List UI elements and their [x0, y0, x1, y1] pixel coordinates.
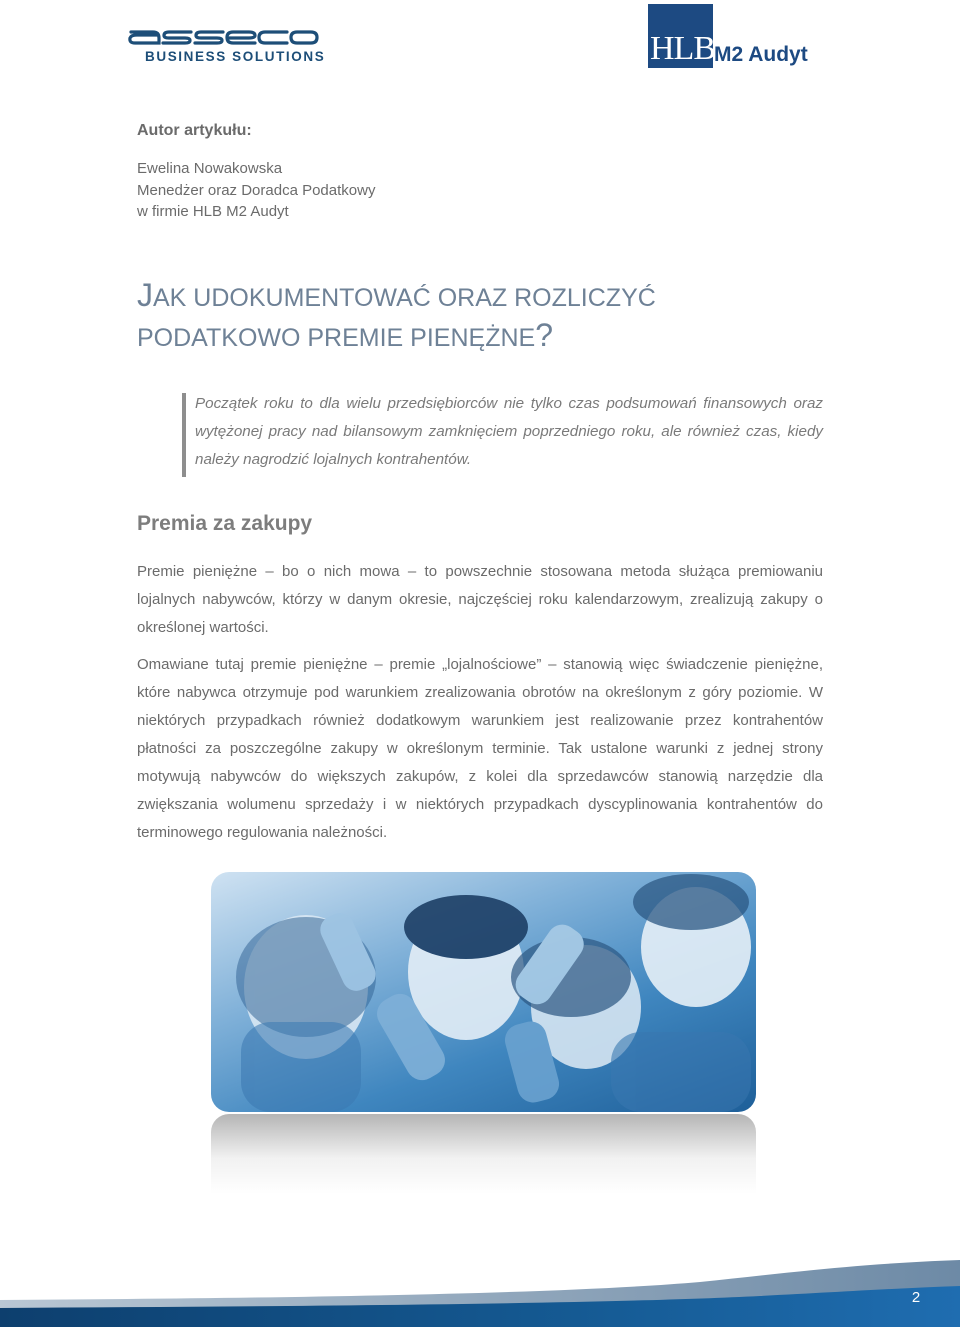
photo-illustration: [211, 872, 756, 1112]
author-role: Menedżer oraz Doradca Podatkowy: [137, 182, 376, 199]
lead-quote: Początek roku to dla wielu przedsiębiorców nie tylko czas podsumowań finansowych oraz wytężonej pracy nad bilansowym zamknięciem poprzedniego roku, ale również czas, kiedy należy nagrodzić lojalnych kontrahentów.: [195, 395, 823, 468]
asseco-wordmark: [127, 26, 319, 48]
author-heading: Autor artykułu:: [137, 122, 252, 139]
title-line-1-text: AK UDOKUMENTOWAĆ ORAZ ROZLICZYĆ: [153, 284, 656, 312]
article-title: [137, 277, 837, 357]
paragraph-2: Omawiane tutaj premie pieniężne – premie „lojalnościowe” – stanowią więc świadczenie pieniężne, które nabywca otrzymuje pod warunkiem zrealizowania obrotów na określonym z góry poziomie. W niektórych przypadkach również dodatkowym warunkiem jest realizowanie przez kontrahentów płatności za poszczególne zakupy w określonym terminie. Tak ustalone warunki z jednej strony motywują nabywców do większych zakupów, z kolei dla sprzedawców stanowią narzędzie dla zwiększania wolumenu sprzedaży i w niektórych przypadkach dyscyplinowania kontrahentów do terminowego regulowania należności.: [137, 656, 823, 841]
hlb-logo-mark: HLB: [650, 30, 715, 67]
page-number: 2: [911, 1289, 921, 1306]
title-question-mark: ?: [535, 317, 553, 353]
author-name: Ewelina Nowakowska: [137, 160, 283, 177]
title-line-1: [137, 277, 837, 317]
author-company: w firmie HLB M2 Audyt: [137, 203, 289, 220]
hlb-logo-suffix: M2 Audyt: [714, 43, 808, 66]
asseco-logo: [127, 26, 326, 68]
photo-reflection: [211, 1114, 756, 1194]
title-initial: J: [137, 277, 153, 313]
people-thumbs-up-photo: [211, 872, 756, 1112]
paragraph-1: Premie pieniężne – bo o nich mowa – to powszechnie stosowana metoda służąca premiowaniu lojalnych nabywców, którzy w danym okresie, najczęściej roku kalendarzowym, zrealizują zakupy o określonej wartości.: [137, 563, 823, 636]
title-line-2: [137, 317, 837, 357]
title-line-2-text: PODATKOWO PREMIE PIENĘŻNE: [137, 324, 536, 352]
section-heading: Premia za zakupy: [137, 512, 313, 535]
asseco-logo-subtitle: BUSINESS SOLUTIONS: [145, 49, 326, 64]
hlb-m2-audyt-logo: [648, 4, 838, 70]
footer-wave: [0, 1260, 960, 1327]
quote-bar: [182, 393, 186, 477]
